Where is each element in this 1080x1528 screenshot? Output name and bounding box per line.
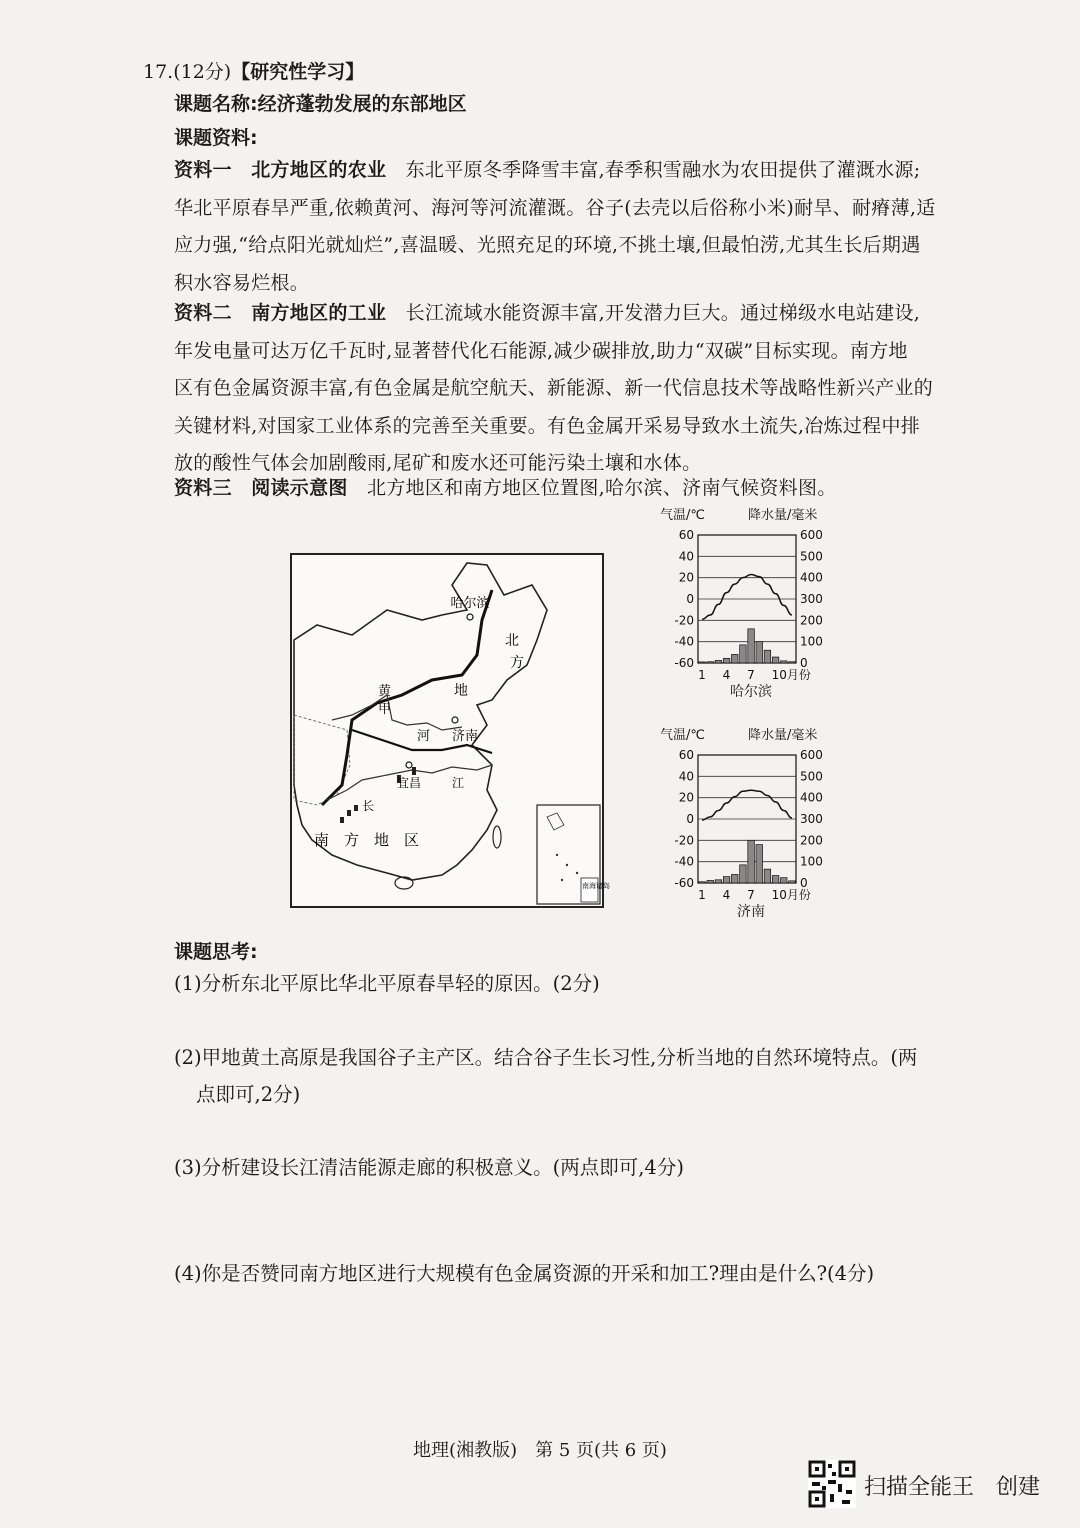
precip-bar xyxy=(707,880,714,883)
temperature-line xyxy=(702,790,792,820)
precip-bar xyxy=(772,876,779,883)
precip-bar xyxy=(764,650,771,663)
inset-island-dot xyxy=(566,864,568,866)
precip-bar xyxy=(731,654,738,663)
dam-mark xyxy=(354,805,358,811)
precip-bar xyxy=(723,658,730,663)
south-region-label: 南 方 地 区 xyxy=(314,831,420,849)
temp-tick: 20 xyxy=(678,570,694,585)
inset-island-dot xyxy=(576,872,578,874)
precip-bar xyxy=(740,865,747,883)
huang-label: 黄 xyxy=(378,684,392,699)
ylabel-left: 气温/℃ xyxy=(660,508,705,523)
harbin-point xyxy=(467,614,473,620)
temp-tick: -60 xyxy=(674,656,694,670)
precip-tick: 600 xyxy=(800,528,823,542)
precip-tick: 400 xyxy=(800,570,823,585)
page-footer: 地理(湘教版) 第 5 页(共 6 页) xyxy=(413,1440,667,1461)
question-2-cont: 点即可,2分) xyxy=(196,1083,301,1106)
precip-tick: 300 xyxy=(800,812,823,826)
material-1-line-4: 积水容易烂根。 xyxy=(174,271,310,294)
topic-title: 经济蓬勃发展的东部地区 xyxy=(257,93,467,115)
precip-bar xyxy=(780,661,787,663)
temp-tick: 0 xyxy=(686,592,694,606)
south-sea-label: 南海诸岛 xyxy=(582,882,610,890)
precip-tick: 100 xyxy=(800,634,823,649)
material-1 xyxy=(174,152,1004,302)
china-map-svg xyxy=(292,555,610,906)
jia-label: 甲 xyxy=(378,702,392,717)
precip-bar xyxy=(780,878,787,883)
scanner-watermark xyxy=(808,1460,1058,1508)
thinking-label: 课题思考: xyxy=(174,941,258,963)
month-tick: 4 xyxy=(722,668,731,682)
dam-mark xyxy=(347,810,351,816)
precip-bar xyxy=(731,874,738,883)
month-tick: 4 xyxy=(722,888,731,902)
material-3-text: 北方地区和南方地区位置图,哈尔滨、济南气候资料图。 xyxy=(367,477,837,499)
ylabel-right: 降水量/毫米 xyxy=(748,508,818,523)
precip-tick: 600 xyxy=(800,748,823,762)
temp-tick: -20 xyxy=(674,833,694,848)
month-tick: 10月份 xyxy=(771,668,811,682)
jinan-climate-chart xyxy=(660,725,850,925)
precip-tick: 400 xyxy=(800,790,823,805)
precip-bar xyxy=(789,662,796,663)
precip-bar xyxy=(707,662,714,663)
precip-bar xyxy=(789,881,796,883)
temp-tick: 20 xyxy=(678,790,694,805)
temp-tick: 0 xyxy=(686,812,694,826)
jinan-point xyxy=(452,717,458,723)
harbin-label: 哈尔滨 xyxy=(450,596,490,611)
precip-bar xyxy=(756,642,763,663)
he-label: 河 xyxy=(417,729,431,744)
month-tick: 10月份 xyxy=(771,888,811,902)
question-tag: 【研究性学习】 xyxy=(231,61,365,83)
precip-tick: 200 xyxy=(800,833,823,848)
temp-tick: -20 xyxy=(674,613,694,628)
location-map xyxy=(290,553,610,908)
month-tick: 7 xyxy=(747,888,755,902)
material-1-line-1: 资料一 北方地区的农业 东北平原冬季降雪丰富,春季积雪融水为农田提供了灌溉水源; xyxy=(174,159,921,181)
material-2-line-2: 年发电量可达万亿千瓦时,显著替代化石能源,减少碳排放,助力“双碳”目标实现。南方地 xyxy=(174,339,908,362)
precip-tick: 300 xyxy=(800,592,823,606)
question-header xyxy=(143,60,364,84)
precip-tick: 500 xyxy=(800,549,823,564)
dam-mark xyxy=(412,767,416,775)
precip-bar xyxy=(748,840,755,883)
yichang-label: 宜昌 xyxy=(397,776,422,790)
material-2-label: 资料二 南方地区的工业 xyxy=(174,302,387,324)
harbin-climate-chart xyxy=(660,505,850,705)
precip-bar xyxy=(772,657,779,663)
inset-island-dot xyxy=(556,854,558,856)
jinan-label: 济南 xyxy=(452,729,479,744)
precip-bar xyxy=(715,660,722,663)
month-tick: 7 xyxy=(747,668,755,682)
month-tick: 1 xyxy=(698,668,706,682)
material-1-line-3: 应力强,“给点阳光就灿烂”,喜温暖、光照充足的环境,不挑土壤,但最怕涝,尤其生长后期遇 xyxy=(174,234,921,256)
precip-bar xyxy=(748,629,755,663)
precip-bar xyxy=(699,662,706,663)
material-2 xyxy=(174,295,1004,483)
precip-bar xyxy=(756,845,763,883)
temp-tick: 60 xyxy=(678,748,694,762)
precip-bar xyxy=(764,869,771,883)
month-tick: 1 xyxy=(698,888,706,902)
temperature-line xyxy=(702,574,792,619)
precip-bar xyxy=(699,882,706,883)
precip-tick: 500 xyxy=(800,769,823,784)
precip-bar xyxy=(715,880,722,883)
question-number: 17.(12分) xyxy=(143,61,232,83)
yichang-point xyxy=(406,762,412,768)
material-3 xyxy=(174,470,1004,508)
material-2-line-5: 放的酸性气体会加剧酸雨,尾矿和废水还可能污染土壤和水体。 xyxy=(174,452,702,474)
precip-tick: 100 xyxy=(800,854,823,869)
question-4: (4)你是否赞同南方地区进行大规模有色金属资源的开采和加工?理由是什么?(4分) xyxy=(174,1262,875,1285)
precip-bar xyxy=(740,645,747,663)
ylabel-right: 降水量/毫米 xyxy=(748,728,818,743)
material-2-line-4: 关键材料,对国家工业体系的完善至关重要。有色金属开采易导致水土流失,冶炼过程中排 xyxy=(174,414,921,437)
material-1-label: 资料一 北方地区的农业 xyxy=(174,159,387,181)
material-2-line-1: 资料二 南方地区的工业 长江流域水能资源丰富,开发潜力巨大。通过梯级水电站建设, xyxy=(174,302,921,324)
question-2: (2)甲地黄土高原是我国谷子主产区。结合谷子生长习性,分析当地的自然环境特点。(两 xyxy=(174,1046,918,1069)
temp-tick: -40 xyxy=(674,634,694,649)
north-char-2: 方 xyxy=(510,655,524,671)
jiang-label: 江 xyxy=(452,776,465,790)
materials-label: 课题资料: xyxy=(174,127,258,149)
topic-line xyxy=(174,92,467,116)
ylabel-left: 气温/℃ xyxy=(660,728,705,743)
temp-tick: 60 xyxy=(678,528,694,542)
material-1-line-2: 华北平原春旱严重,依赖黄河、海河等河流灌溉。谷子(去壳以后俗称小米)耐旱、耐瘠薄,适 xyxy=(174,196,936,219)
precip-tick: 200 xyxy=(800,613,823,628)
hainan-island xyxy=(395,877,413,889)
precip-bar xyxy=(723,877,730,883)
material-3-label: 资料三 阅读示意图 xyxy=(174,477,348,499)
station-title: 济南 xyxy=(737,904,765,920)
temp-tick: 40 xyxy=(678,769,694,784)
topic-label: 课题名称: xyxy=(174,93,258,115)
taiwan-island xyxy=(493,826,501,848)
qr-code-icon xyxy=(808,1460,856,1508)
plateau-area xyxy=(294,715,350,805)
north-char-3: 地 xyxy=(454,683,468,699)
temp-tick: -60 xyxy=(674,876,694,890)
dam-mark xyxy=(340,817,344,823)
temp-tick: -40 xyxy=(674,854,694,869)
station-title: 哈尔滨 xyxy=(730,684,772,700)
chang-label: 长 xyxy=(362,799,375,813)
material-2-line-3: 区有色金属资源丰富,有色金属是航空航天、新能源、新一代信息技术等战略性新兴产业的 xyxy=(174,377,934,399)
precip-tick: 0 xyxy=(800,656,808,670)
precip-tick: 0 xyxy=(800,876,808,890)
question-1: (1)分析东北平原比华北平原春旱轻的原因。(2分) xyxy=(174,972,600,995)
question-3: (3)分析建设长江清洁能源走廊的积极意义。(两点即可,4分) xyxy=(174,1156,684,1179)
north-char-1: 北 xyxy=(505,633,519,649)
temp-tick: 40 xyxy=(678,549,694,564)
inset-island-dot xyxy=(561,879,563,881)
scanner-text: 扫描全能王 创建 xyxy=(864,1475,1041,1500)
